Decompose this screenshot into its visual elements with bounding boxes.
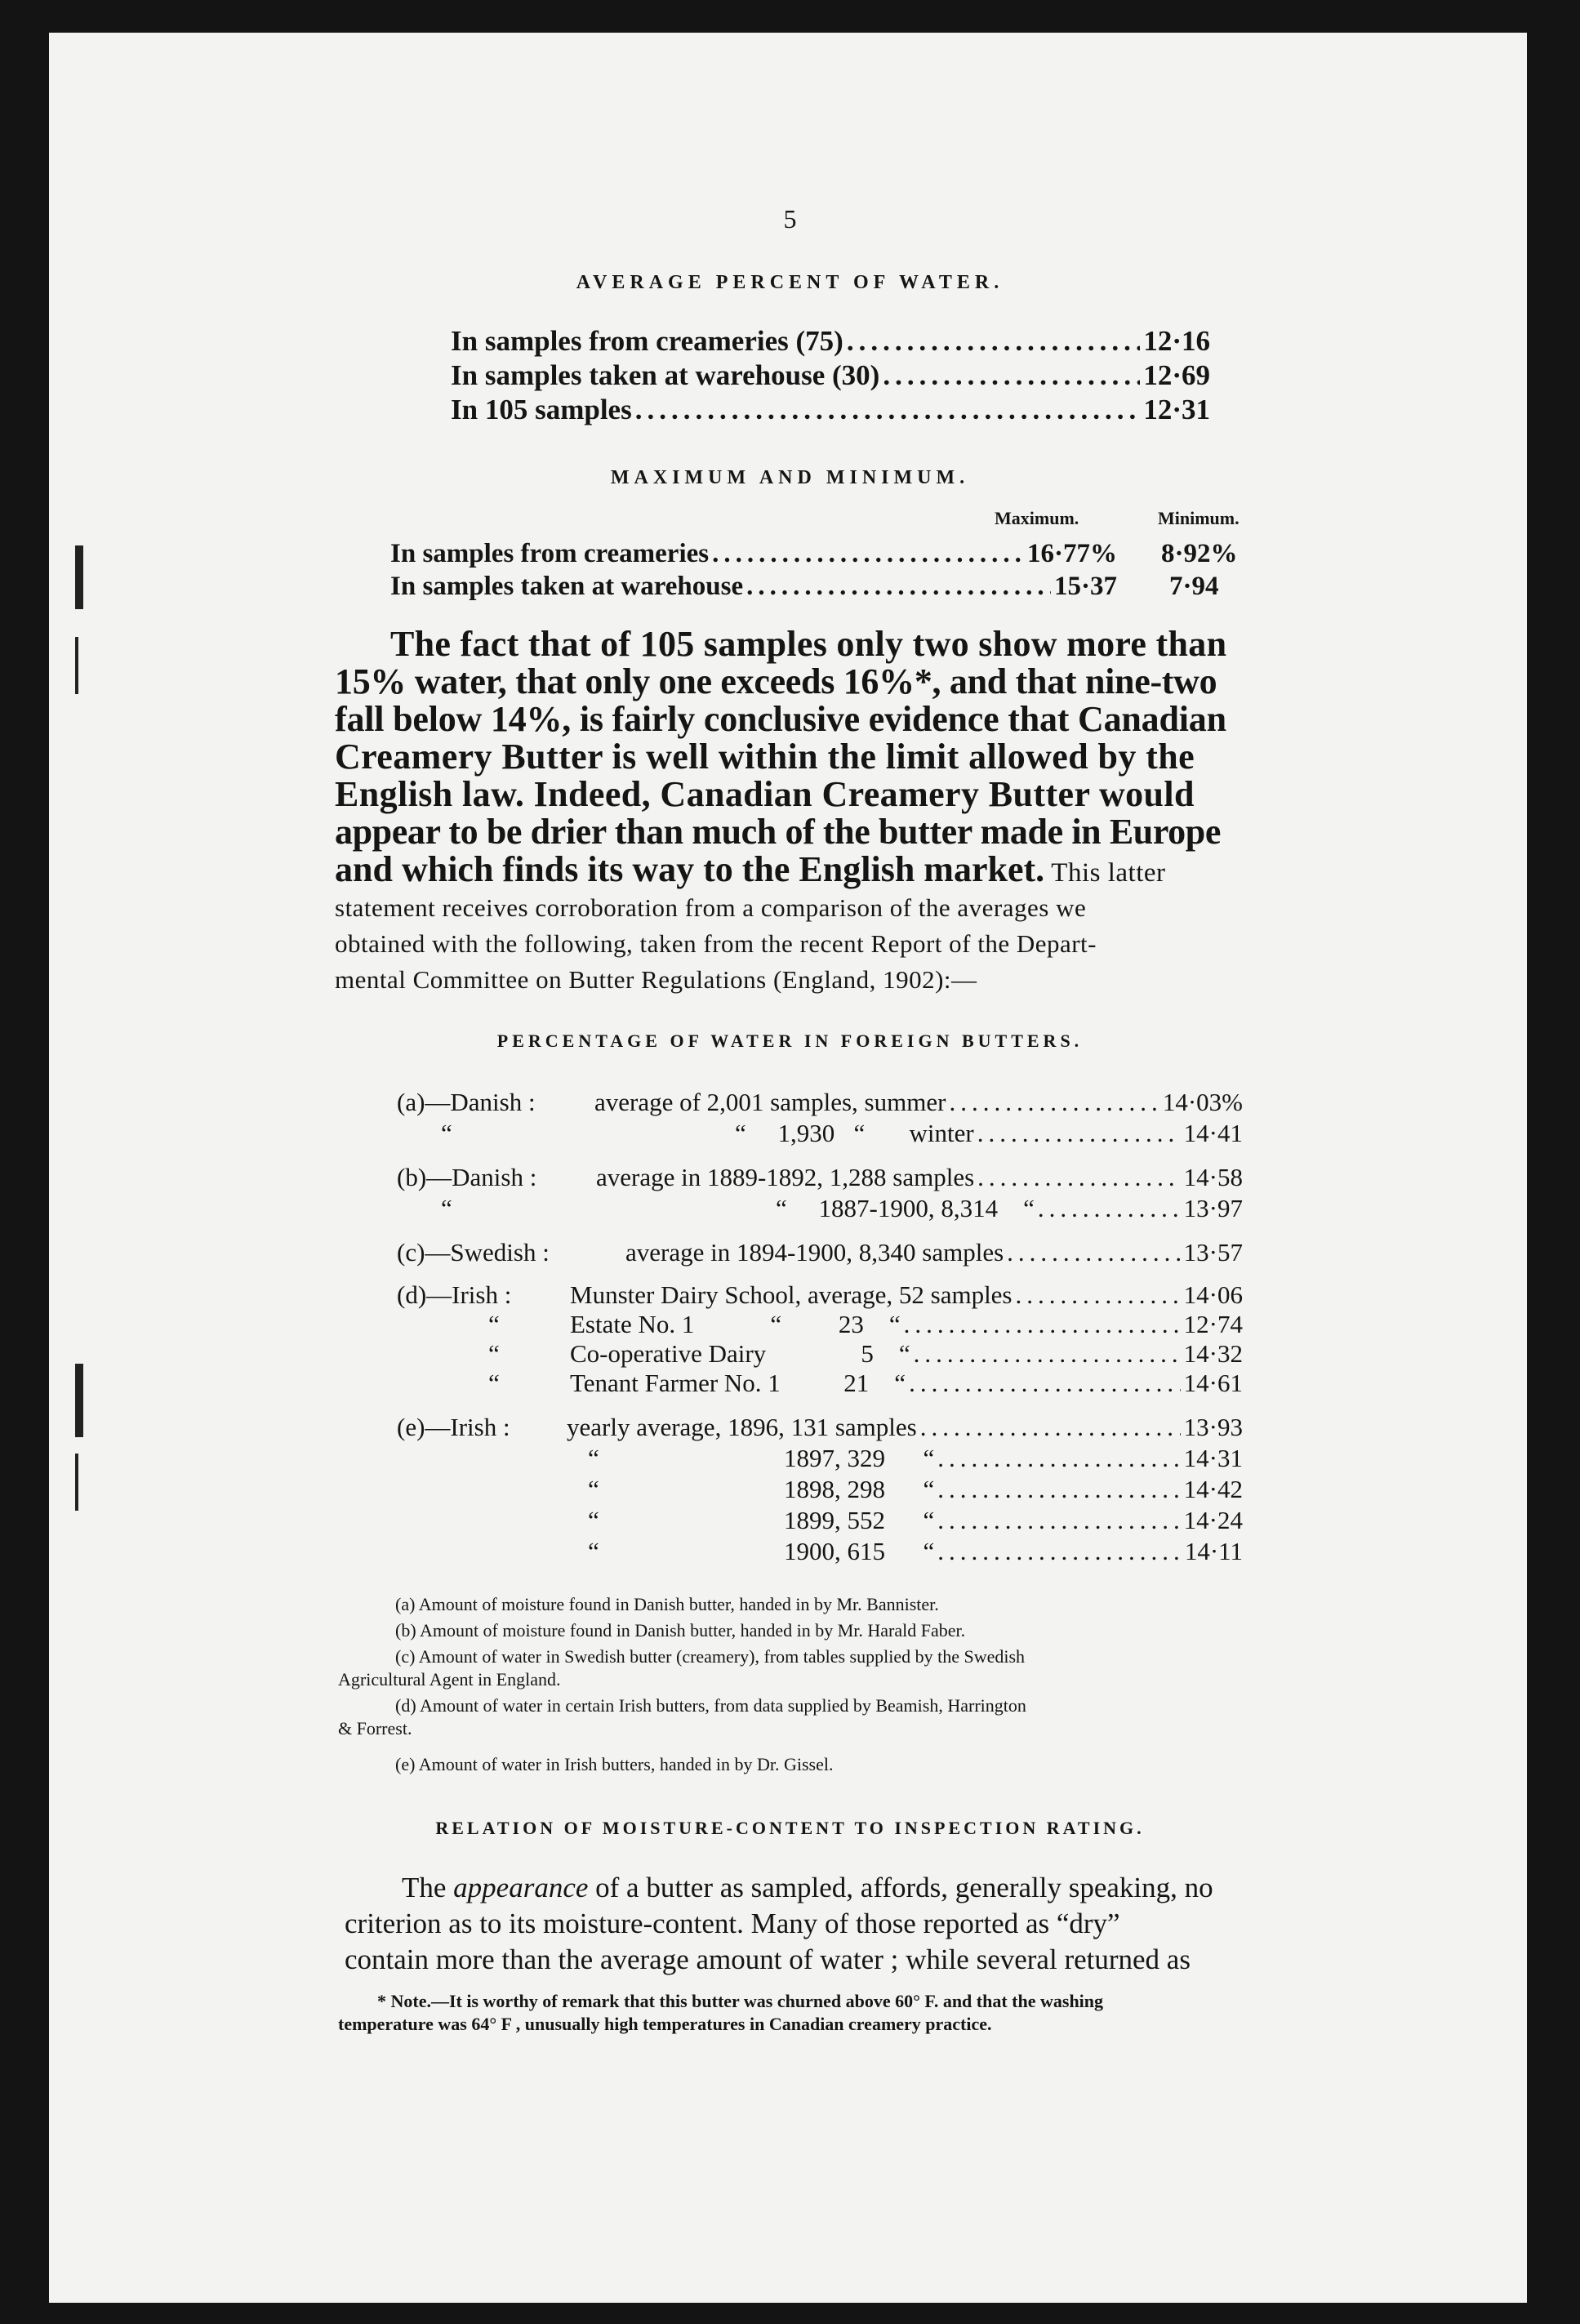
table-row-value: 13·97 — [1183, 1194, 1243, 1222]
average-row — [451, 359, 1210, 392]
table-row-value: 14·24 — [1183, 1506, 1243, 1534]
table-row-label: (d)—Irish : — [397, 1280, 512, 1309]
table-row-text: Estate No. 1 “ 23 “ — [570, 1310, 901, 1338]
paragraph-bold-part: and which finds its way to the English market. — [335, 849, 1045, 889]
row-label: In 105 samples — [451, 394, 632, 425]
table-row-label: “ — [588, 1444, 599, 1472]
footnote: (e) Amount of water in Irish butters, handed in by Dr. Gissel. — [395, 1754, 834, 1774]
paragraph-line: Creamery Butter is well within the limit allowed by the — [335, 737, 1195, 777]
column-header-minimum: Minimum. — [1158, 508, 1240, 528]
table-row-text: Munster Dairy School, average, 52 samples — [570, 1280, 1013, 1309]
table-row-label: (c)—Swedish : — [397, 1238, 550, 1267]
table-row — [784, 1537, 1243, 1566]
body-line — [402, 1872, 1213, 1904]
table-row — [776, 1194, 1243, 1223]
table-row — [570, 1310, 1243, 1339]
table-row-text: 1898, 298 “ — [784, 1475, 935, 1503]
page-number: 5 — [783, 204, 797, 234]
table-row — [596, 1163, 1243, 1192]
table-row-value: 14·11 — [1184, 1537, 1243, 1565]
footnote: (c) Amount of water in Swedish butter (creamery), from tables supplied by the Swedish — [395, 1646, 1026, 1667]
table-row-label: “ — [441, 1194, 452, 1222]
text-part: The — [402, 1872, 454, 1903]
paragraph-line-mixed — [335, 851, 1166, 891]
paragraph-line: The fact that of 105 samples only two show more than — [390, 624, 1227, 664]
table-row — [570, 1339, 1243, 1369]
table-row-value: 14·03% — [1162, 1088, 1243, 1116]
row-label: In samples taken at warehouse — [390, 572, 744, 601]
table-row-text: “ 1887-1900, 8,314 “ — [776, 1194, 1035, 1222]
table-row — [567, 1413, 1243, 1442]
paragraph-line: mental Committee on Butter Regulations (England, 1902):— — [335, 965, 977, 994]
table-row-value: 14·06 — [1183, 1280, 1243, 1309]
paragraph-line: appear to be drier than much of the butter made in Europe — [335, 812, 1221, 852]
table-row-label: “ — [588, 1475, 599, 1503]
table-row-value: 13·93 — [1183, 1413, 1243, 1441]
section-heading-relation: RELATION OF MOISTURE-CONTENT TO INSPECTION RATING. — [435, 1818, 1145, 1838]
row-value: 12·69 — [1143, 359, 1210, 391]
table-row-text: Tenant Farmer No. 1 21 “ — [570, 1369, 906, 1397]
paragraph-normal-part: This latter — [1044, 858, 1166, 888]
section-heading-max-min: MAXIMUM AND MINIMUM. — [610, 467, 970, 488]
max-min-row — [390, 572, 1117, 602]
table-row-label: “ — [488, 1310, 500, 1338]
table-row — [784, 1444, 1243, 1473]
margin-mark — [75, 1364, 83, 1437]
footnote: (d) Amount of water in certain Irish butters, from data supplied by Beamish, Harrington — [395, 1695, 1026, 1716]
table-row-label: “ — [588, 1537, 599, 1565]
table-row-label: “ — [488, 1369, 500, 1397]
footnote: (a) Amount of moisture found in Danish butter, handed in by Mr. Bannister. — [395, 1594, 939, 1614]
table-row — [594, 1088, 1243, 1117]
footnote-note: * Note.—It is worthy of remark that this butter was churned above 60° F. and that the washing — [377, 1991, 1104, 2011]
table-row — [735, 1119, 1243, 1148]
table-row-text: average in 1889-1892, 1,288 samples — [596, 1163, 975, 1191]
max-min-row — [390, 539, 1117, 569]
margin-mark — [75, 545, 83, 609]
table-row — [784, 1506, 1243, 1535]
row-min: 7·94 — [1169, 572, 1219, 601]
table-row-label: “ — [488, 1339, 500, 1368]
row-value: 12·16 — [1143, 325, 1210, 357]
row-label: In samples from creameries (75) — [451, 325, 843, 357]
table-row-value: 14·32 — [1183, 1339, 1243, 1368]
table-row-label: (b)—Danish : — [397, 1163, 537, 1191]
table-row-text: yearly average, 1896, 131 samples — [567, 1413, 917, 1441]
row-label: In samples taken at warehouse (30) — [451, 359, 880, 391]
row-min: 8·92% — [1161, 539, 1238, 568]
table-row-label: “ — [588, 1506, 599, 1534]
table-row-text: average of 2,001 samples, summer — [594, 1088, 946, 1116]
row-max: 15·37 — [1053, 572, 1117, 601]
paragraph-line: fall below 14%, is fairly conclusive evidence that Canadian — [335, 699, 1226, 739]
column-header-maximum: Maximum. — [995, 508, 1079, 528]
table-row-value: 13·57 — [1183, 1238, 1243, 1267]
footnote: Agricultural Agent in England. — [338, 1669, 561, 1690]
table-row-text: 1900, 615 “ — [784, 1537, 935, 1565]
margin-mark — [75, 637, 78, 694]
paragraph-line: 15% water, that only one exceeds 16%*, and that nine-two — [335, 661, 1217, 701]
table-row-label: (a)—Danish : — [397, 1088, 536, 1116]
footnote: (b) Amount of moisture found in Danish butter, handed in by Mr. Harald Faber. — [395, 1620, 966, 1641]
table-row-text: 1899, 552 “ — [784, 1506, 935, 1534]
table-row — [625, 1238, 1243, 1267]
table-row-value: 14·61 — [1183, 1369, 1243, 1397]
table-row-value: 14·58 — [1183, 1163, 1243, 1191]
table-row-label: “ — [441, 1119, 452, 1147]
paragraph-line: obtained with the following, taken from the recent Report of the Depart- — [335, 929, 1097, 958]
table-row-text: average in 1894-1900, 8,340 samples — [625, 1238, 1004, 1267]
table-row-value: 14·41 — [1183, 1119, 1243, 1147]
table-row-text: Co-operative Dairy 5 “ — [570, 1339, 910, 1368]
table-row-value: 14·42 — [1183, 1475, 1243, 1503]
text-emphasis: appearance — [453, 1872, 589, 1903]
row-label: In samples from creameries — [390, 539, 710, 568]
table-row-text: 1897, 329 “ — [784, 1444, 935, 1472]
table-row-label: (e)—Irish : — [397, 1413, 510, 1441]
text-part: of a butter as sampled, affords, generally speaking, no — [588, 1872, 1213, 1903]
table-row — [784, 1475, 1243, 1504]
section-heading-average: AVERAGE PERCENT OF WATER. — [576, 272, 1004, 293]
table-row — [570, 1369, 1243, 1398]
paragraph-line: statement receives corroboration from a comparison of the averages we — [335, 893, 1087, 922]
average-row — [451, 325, 1210, 358]
paragraph-line: English law. Indeed, Canadian Creamery Butter would — [335, 774, 1195, 814]
section-heading-foreign: PERCENTAGE OF WATER IN FOREIGN BUTTERS. — [496, 1031, 1084, 1051]
body-line: criterion as to its moisture-content. Many of those reported as “dry” — [345, 1908, 1120, 1939]
table-row-value: 14·31 — [1183, 1444, 1243, 1472]
row-value: 12·31 — [1143, 394, 1210, 425]
table-row-text: “ 1,930 “ winter — [735, 1119, 974, 1147]
footnote: & Forrest. — [338, 1718, 412, 1739]
table-row-value: 12·74 — [1183, 1310, 1243, 1338]
average-row — [451, 394, 1210, 426]
margin-mark — [75, 1454, 78, 1511]
body-line: contain more than the average amount of water ; while several returned as — [345, 1943, 1191, 1975]
table-row — [570, 1280, 1243, 1310]
row-max: 16·77% — [1026, 539, 1117, 568]
footnote-note: temperature was 64° F , unusually high temperatures in Canadian creamery practice. — [338, 2014, 992, 2034]
